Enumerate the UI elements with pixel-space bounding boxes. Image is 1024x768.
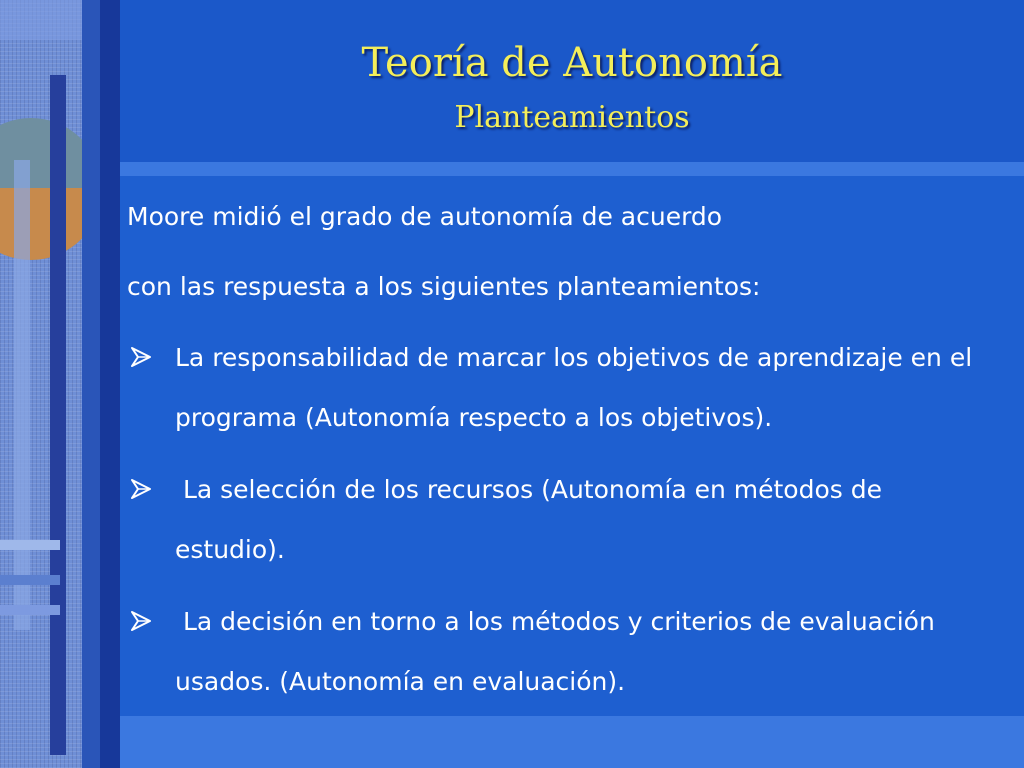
- slide-header: [120, 0, 1024, 162]
- decorative-horizontal-bar: [0, 540, 60, 550]
- arrow-bullet-icon: [130, 610, 152, 632]
- footer-band: [120, 716, 1024, 768]
- arrow-bullet-icon: [130, 346, 152, 368]
- decorative-light-vertical-bar: [14, 160, 30, 630]
- intro-line-2: con las respuesta a los siguientes planteamientos:: [127, 272, 761, 301]
- decorative-side-band: [0, 0, 120, 768]
- slide-title: Teoría de Autonomía: [361, 40, 783, 86]
- slide-body: [120, 176, 1024, 716]
- slide-subtitle: Planteamientos: [454, 100, 690, 135]
- arrow-bullet-icon: [130, 478, 152, 500]
- bullet-text: La decisión en torno a los métodos y criterios de evaluación usados. (Autonomía en evaluación).: [175, 607, 943, 696]
- decorative-horizontal-bar: [0, 605, 60, 615]
- decorative-dark-strip-shade: [100, 0, 120, 768]
- bullet-text: La selección de los recursos (Autonomía en métodos de estudio).: [175, 475, 890, 564]
- decorative-square: [0, 0, 82, 40]
- intro-line-1: Moore midió el grado de autonomía de acuerdo: [127, 202, 723, 231]
- decorative-vertical-bar: [50, 75, 66, 755]
- header-divider-band: [120, 162, 1024, 176]
- decorative-horizontal-bar: [0, 575, 60, 585]
- bullet-text: La responsabilidad de marcar los objetivos de aprendizaje en el programa (Autonomía respecto a los objetivos).: [175, 343, 973, 432]
